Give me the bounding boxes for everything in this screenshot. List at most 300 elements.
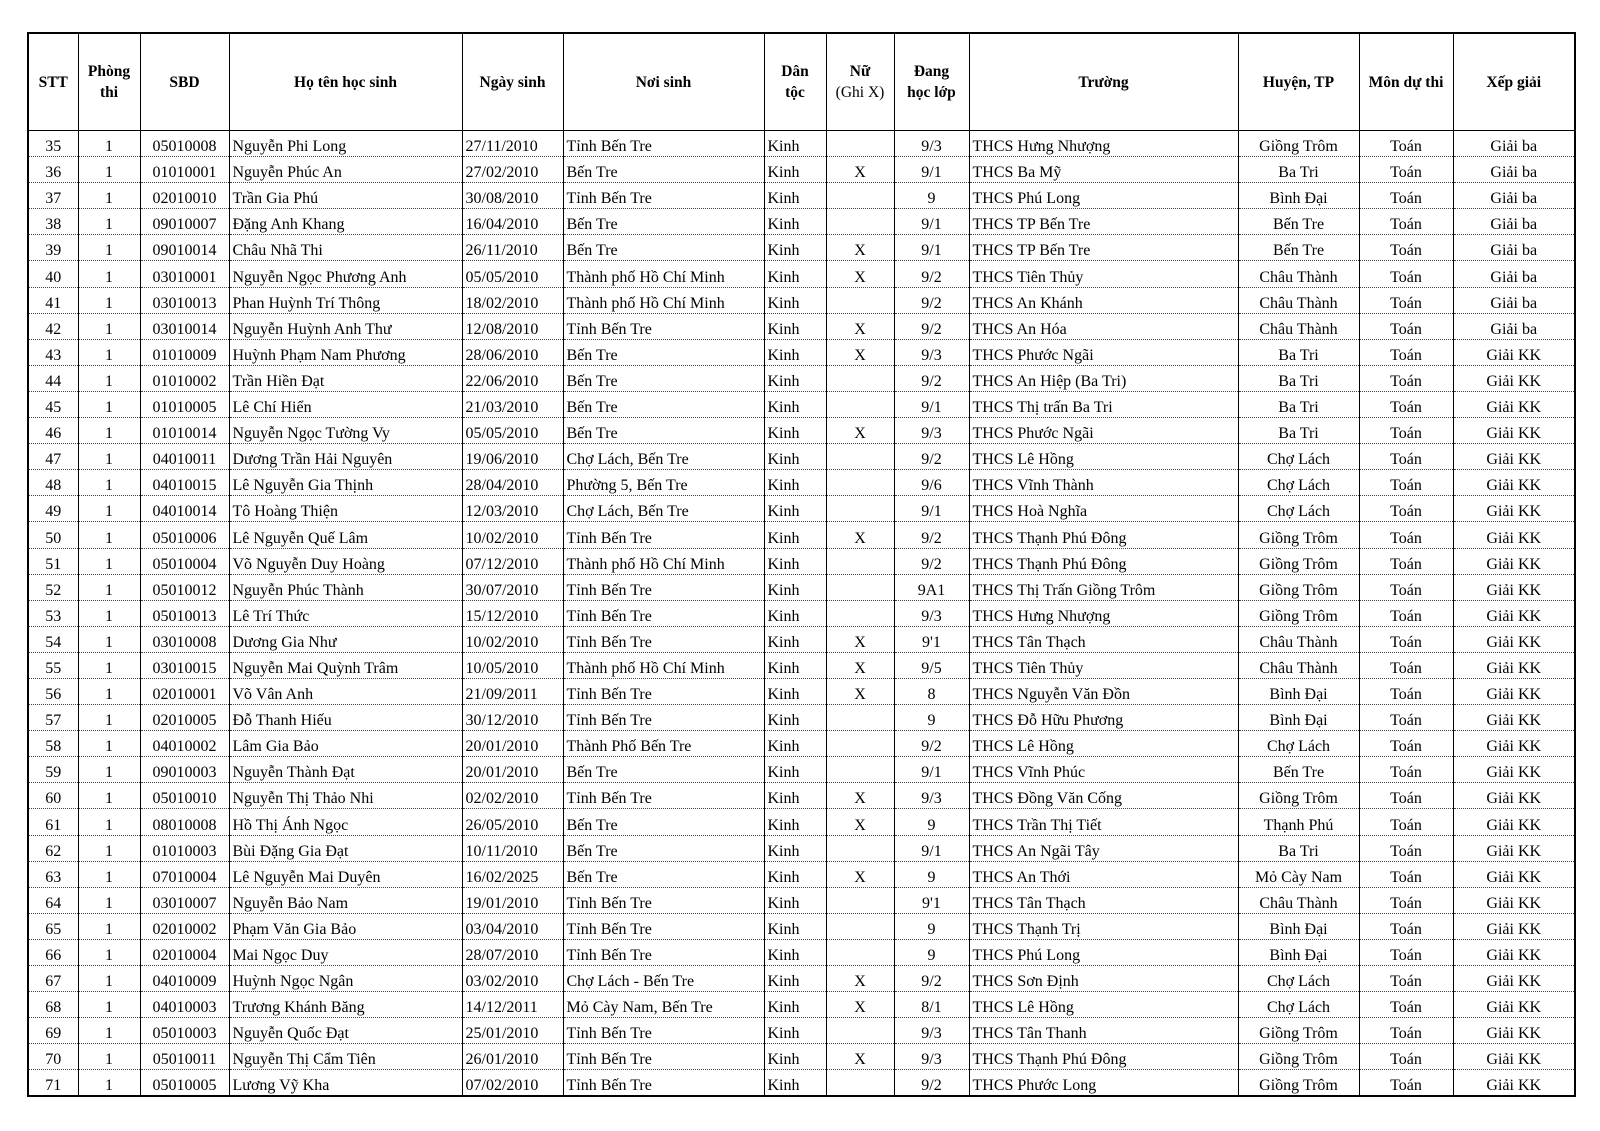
header-mon-du-thi (1359, 33, 1453, 131)
cell-xep-giai: Giải KK (1453, 809, 1575, 835)
cell-ngay-sinh: 16/02/2025 (462, 861, 563, 887)
cell-ho-ten: Đặng Anh Khang (229, 209, 462, 235)
header-label-line: Ngày sinh (479, 73, 546, 91)
cell-dan-toc: Kinh (764, 418, 826, 444)
cell-phong-thi: 1 (78, 757, 140, 783)
cell-ngay-sinh: 30/07/2010 (462, 574, 563, 600)
cell-phong-thi: 1 (78, 131, 140, 157)
cell-truong: THCS Vĩnh Phúc (969, 757, 1238, 783)
cell-dang-hoc-lop: 9/3 (894, 339, 969, 365)
header-phong-thi (78, 33, 140, 131)
cell-phong-thi: 1 (78, 365, 140, 391)
cell-dang-hoc-lop: 9 (894, 939, 969, 965)
cell-xep-giai: Giải KK (1453, 835, 1575, 861)
cell-dan-toc: Kinh (764, 313, 826, 339)
cell-mon-du-thi: Toán (1359, 652, 1453, 678)
cell-ho-ten: Nguyễn Phúc Thành (229, 574, 462, 600)
cell-noi-sinh: Phường 5, Bến Tre (563, 470, 764, 496)
cell-nu (826, 365, 894, 391)
cell-phong-thi: 1 (78, 470, 140, 496)
cell-xep-giai: Giải KK (1453, 1018, 1575, 1044)
cell-huyen-tp: Chợ Lách (1238, 470, 1359, 496)
cell-stt: 41 (28, 287, 78, 313)
cell-ho-ten: Trần Hiền Đạt (229, 365, 462, 391)
cell-ngay-sinh: 10/02/2010 (462, 522, 563, 548)
cell-sbd: 05010013 (140, 600, 229, 626)
cell-sbd: 04010009 (140, 966, 229, 992)
results-sheet (27, 32, 1574, 1097)
cell-xep-giai: Giải KK (1453, 861, 1575, 887)
cell-xep-giai: Giải KK (1453, 626, 1575, 652)
cell-ho-ten: Dương Gia Như (229, 626, 462, 652)
table-row (28, 522, 1575, 548)
cell-dan-toc: Kinh (764, 861, 826, 887)
cell-phong-thi: 1 (78, 313, 140, 339)
cell-sbd: 05010005 (140, 1070, 229, 1097)
cell-sbd: 05010010 (140, 783, 229, 809)
cell-truong: THCS Phước Ngãi (969, 418, 1238, 444)
header-ngay-sinh (462, 33, 563, 131)
cell-dang-hoc-lop: 9/1 (894, 496, 969, 522)
cell-xep-giai: Giải KK (1453, 913, 1575, 939)
cell-stt: 40 (28, 261, 78, 287)
cell-phong-thi: 1 (78, 1018, 140, 1044)
cell-ho-ten: Nguyễn Thị Thảo Nhi (229, 783, 462, 809)
cell-nu: X (826, 339, 894, 365)
cell-nu: X (826, 966, 894, 992)
cell-mon-du-thi: Toán (1359, 470, 1453, 496)
table-row (28, 157, 1575, 183)
cell-ho-ten: Nguyễn Quốc Đạt (229, 1018, 462, 1044)
cell-truong: THCS Phú Long (969, 183, 1238, 209)
cell-noi-sinh: Thành phố Hồ Chí Minh (563, 548, 764, 574)
cell-stt: 52 (28, 574, 78, 600)
cell-dang-hoc-lop: 8 (894, 678, 969, 704)
cell-dan-toc: Kinh (764, 1018, 826, 1044)
cell-stt: 66 (28, 939, 78, 965)
cell-sbd: 01010002 (140, 365, 229, 391)
cell-nu (826, 183, 894, 209)
cell-stt: 50 (28, 522, 78, 548)
cell-mon-du-thi: Toán (1359, 496, 1453, 522)
cell-huyen-tp: Bình Đại (1238, 913, 1359, 939)
table-row (28, 652, 1575, 678)
cell-mon-du-thi: Toán (1359, 131, 1453, 157)
cell-ngay-sinh: 02/02/2010 (462, 783, 563, 809)
cell-mon-du-thi: Toán (1359, 339, 1453, 365)
cell-sbd: 01010003 (140, 835, 229, 861)
header-label-line: Môn dự thi (1368, 73, 1444, 91)
cell-noi-sinh: Tỉnh Bến Tre (563, 705, 764, 731)
cell-noi-sinh: Tỉnh Bến Tre (563, 313, 764, 339)
header-huyen-tp (1238, 33, 1359, 131)
cell-xep-giai: Giải KK (1453, 444, 1575, 470)
cell-mon-du-thi: Toán (1359, 1018, 1453, 1044)
cell-dang-hoc-lop: 9/1 (894, 391, 969, 417)
cell-truong: THCS An Ngãi Tây (969, 835, 1238, 861)
header-label-line: Xếp giải (1486, 73, 1542, 91)
cell-truong: THCS Thạnh Phú Đông (969, 548, 1238, 574)
cell-phong-thi: 1 (78, 861, 140, 887)
cell-mon-du-thi: Toán (1359, 235, 1453, 261)
cell-phong-thi: 1 (78, 574, 140, 600)
cell-ngay-sinh: 12/08/2010 (462, 313, 563, 339)
header-row (28, 33, 1575, 131)
cell-phong-thi: 1 (78, 183, 140, 209)
table-row (28, 757, 1575, 783)
cell-truong: THCS Sơn Định (969, 966, 1238, 992)
cell-ho-ten: Nguyễn Thị Cẩm Tiên (229, 1044, 462, 1070)
cell-stt: 58 (28, 731, 78, 757)
cell-stt: 36 (28, 157, 78, 183)
cell-nu (826, 757, 894, 783)
cell-dang-hoc-lop: 8/1 (894, 992, 969, 1018)
results-table (27, 32, 1576, 1097)
cell-truong: THCS Hưng Nhượng (969, 131, 1238, 157)
cell-ho-ten: Lê Nguyễn Gia Thịnh (229, 470, 462, 496)
cell-ngay-sinh: 26/11/2010 (462, 235, 563, 261)
cell-nu (826, 391, 894, 417)
cell-xep-giai: Giải KK (1453, 678, 1575, 704)
cell-sbd: 02010005 (140, 705, 229, 731)
cell-nu (826, 887, 894, 913)
cell-ngay-sinh: 22/06/2010 (462, 365, 563, 391)
cell-ho-ten: Lê Trí Thức (229, 600, 462, 626)
cell-xep-giai: Giải KK (1453, 992, 1575, 1018)
cell-mon-du-thi: Toán (1359, 992, 1453, 1018)
cell-nu: X (826, 1044, 894, 1070)
table-row (28, 705, 1575, 731)
cell-truong: THCS Thị Trấn Giồng Trôm (969, 574, 1238, 600)
cell-ngay-sinh: 07/12/2010 (462, 548, 563, 574)
cell-ho-ten: Nguyễn Ngọc Phương Anh (229, 261, 462, 287)
cell-dan-toc: Kinh (764, 652, 826, 678)
cell-dan-toc: Kinh (764, 183, 826, 209)
cell-truong: THCS Tiên Thủy (969, 652, 1238, 678)
cell-sbd: 03010001 (140, 261, 229, 287)
cell-xep-giai: Giải ba (1453, 209, 1575, 235)
header-label-line: Dân (781, 63, 809, 80)
cell-sbd: 02010010 (140, 183, 229, 209)
cell-ngay-sinh: 20/01/2010 (462, 731, 563, 757)
table-row (28, 470, 1575, 496)
cell-stt: 42 (28, 313, 78, 339)
cell-noi-sinh: Tỉnh Bến Tre (563, 887, 764, 913)
cell-dan-toc: Kinh (764, 470, 826, 496)
cell-sbd: 05010004 (140, 548, 229, 574)
cell-xep-giai: Giải ba (1453, 131, 1575, 157)
cell-dang-hoc-lop: 9 (894, 809, 969, 835)
cell-truong: THCS Tân Thạch (969, 626, 1238, 652)
cell-sbd: 07010004 (140, 861, 229, 887)
cell-xep-giai: Giải ba (1453, 313, 1575, 339)
cell-dang-hoc-lop: 9 (894, 183, 969, 209)
header-label-line: STT (38, 73, 68, 91)
header-xep-giai (1453, 33, 1575, 131)
cell-ho-ten: Dương Trần Hải Nguyên (229, 444, 462, 470)
cell-stt: 53 (28, 600, 78, 626)
cell-huyen-tp: Bến Tre (1238, 235, 1359, 261)
cell-huyen-tp: Mỏ Cày Nam (1238, 861, 1359, 887)
cell-dang-hoc-lop: 9/2 (894, 731, 969, 757)
header-sbd (140, 33, 229, 131)
cell-ngay-sinh: 10/11/2010 (462, 835, 563, 861)
cell-ngay-sinh: 16/04/2010 (462, 209, 563, 235)
cell-truong: THCS Tân Thạch (969, 887, 1238, 913)
cell-stt: 68 (28, 992, 78, 1018)
cell-dan-toc: Kinh (764, 835, 826, 861)
cell-noi-sinh: Bến Tre (563, 861, 764, 887)
cell-dang-hoc-lop: 9/1 (894, 157, 969, 183)
cell-nu: X (826, 261, 894, 287)
cell-huyen-tp: Châu Thành (1238, 287, 1359, 313)
cell-huyen-tp: Thạnh Phú (1238, 809, 1359, 835)
cell-stt: 55 (28, 652, 78, 678)
cell-sbd: 01010001 (140, 157, 229, 183)
cell-truong: THCS Trần Thị Tiết (969, 809, 1238, 835)
cell-truong: THCS Đồng Văn Cống (969, 783, 1238, 809)
cell-ngay-sinh: 25/01/2010 (462, 1018, 563, 1044)
cell-stt: 70 (28, 1044, 78, 1070)
cell-mon-du-thi: Toán (1359, 939, 1453, 965)
cell-phong-thi: 1 (78, 209, 140, 235)
cell-ngay-sinh: 03/04/2010 (462, 913, 563, 939)
cell-xep-giai: Giải ba (1453, 235, 1575, 261)
cell-phong-thi: 1 (78, 522, 140, 548)
cell-mon-du-thi: Toán (1359, 913, 1453, 939)
cell-sbd: 04010002 (140, 731, 229, 757)
cell-huyen-tp: Giồng Trôm (1238, 548, 1359, 574)
cell-dang-hoc-lop: 9/3 (894, 1018, 969, 1044)
table-row (28, 235, 1575, 261)
cell-huyen-tp: Ba Tri (1238, 418, 1359, 444)
cell-mon-du-thi: Toán (1359, 365, 1453, 391)
cell-phong-thi: 1 (78, 444, 140, 470)
cell-sbd: 04010003 (140, 992, 229, 1018)
cell-huyen-tp: Bến Tre (1238, 209, 1359, 235)
cell-dan-toc: Kinh (764, 496, 826, 522)
cell-mon-du-thi: Toán (1359, 444, 1453, 470)
cell-noi-sinh: Bến Tre (563, 418, 764, 444)
cell-sbd: 09010003 (140, 757, 229, 783)
header-ho-ten (229, 33, 462, 131)
cell-dang-hoc-lop: 9/1 (894, 757, 969, 783)
cell-noi-sinh: Thành phố Hồ Chí Minh (563, 261, 764, 287)
cell-huyen-tp: Ba Tri (1238, 835, 1359, 861)
cell-ngay-sinh: 03/02/2010 (462, 966, 563, 992)
cell-ngay-sinh: 10/02/2010 (462, 626, 563, 652)
cell-stt: 44 (28, 365, 78, 391)
cell-nu: X (826, 522, 894, 548)
cell-dan-toc: Kinh (764, 731, 826, 757)
cell-ho-ten: Lê Chí Hiển (229, 391, 462, 417)
cell-ho-ten: Võ Nguyễn Duy Hoàng (229, 548, 462, 574)
cell-mon-du-thi: Toán (1359, 548, 1453, 574)
cell-mon-du-thi: Toán (1359, 574, 1453, 600)
cell-ngay-sinh: 15/12/2010 (462, 600, 563, 626)
cell-truong: THCS Thạnh Phú Đông (969, 1044, 1238, 1070)
cell-stt: 43 (28, 339, 78, 365)
cell-phong-thi: 1 (78, 339, 140, 365)
cell-dan-toc: Kinh (764, 574, 826, 600)
cell-phong-thi: 1 (78, 887, 140, 913)
cell-ngay-sinh: 20/01/2010 (462, 757, 563, 783)
cell-nu (826, 444, 894, 470)
cell-stt: 57 (28, 705, 78, 731)
cell-mon-du-thi: Toán (1359, 1044, 1453, 1070)
cell-stt: 62 (28, 835, 78, 861)
cell-phong-thi: 1 (78, 1070, 140, 1097)
cell-dan-toc: Kinh (764, 1070, 826, 1097)
cell-huyen-tp: Chợ Lách (1238, 496, 1359, 522)
cell-dan-toc: Kinh (764, 626, 826, 652)
cell-truong: THCS Lê Hồng (969, 992, 1238, 1018)
cell-truong: THCS Tân Thanh (969, 1018, 1238, 1044)
cell-ngay-sinh: 05/05/2010 (462, 418, 563, 444)
cell-noi-sinh: Chợ Lách - Bến Tre (563, 966, 764, 992)
cell-truong: THCS An Hóa (969, 313, 1238, 339)
cell-ngay-sinh: 27/11/2010 (462, 131, 563, 157)
cell-sbd: 05010008 (140, 131, 229, 157)
table-row (28, 783, 1575, 809)
cell-dan-toc: Kinh (764, 705, 826, 731)
cell-noi-sinh: Thành phố Hồ Chí Minh (563, 652, 764, 678)
cell-noi-sinh: Tỉnh Bến Tre (563, 574, 764, 600)
cell-sbd: 02010002 (140, 913, 229, 939)
cell-noi-sinh: Tỉnh Bến Tre (563, 1070, 764, 1097)
header-label-line: Trường (1078, 73, 1129, 91)
table-row (28, 626, 1575, 652)
cell-nu (826, 1070, 894, 1097)
cell-mon-du-thi: Toán (1359, 313, 1453, 339)
cell-nu (826, 548, 894, 574)
cell-noi-sinh: Thành Phố Bến Tre (563, 731, 764, 757)
cell-ho-ten: Huỳnh Ngọc Ngân (229, 966, 462, 992)
cell-huyen-tp: Giồng Trôm (1238, 1070, 1359, 1097)
cell-ho-ten: Lâm Gia Bảo (229, 731, 462, 757)
cell-mon-du-thi: Toán (1359, 887, 1453, 913)
cell-nu (826, 496, 894, 522)
table-row (28, 391, 1575, 417)
cell-sbd: 01010009 (140, 339, 229, 365)
cell-ngay-sinh: 28/07/2010 (462, 939, 563, 965)
cell-phong-thi: 1 (78, 235, 140, 261)
cell-nu (826, 470, 894, 496)
header-truong (969, 33, 1238, 131)
cell-dang-hoc-lop: 9 (894, 913, 969, 939)
cell-ho-ten: Nguyễn Mai Quỳnh Trâm (229, 652, 462, 678)
cell-mon-du-thi: Toán (1359, 183, 1453, 209)
cell-dan-toc: Kinh (764, 600, 826, 626)
cell-sbd: 04010015 (140, 470, 229, 496)
cell-dan-toc: Kinh (764, 992, 826, 1018)
cell-noi-sinh: Tỉnh Bến Tre (563, 678, 764, 704)
cell-dan-toc: Kinh (764, 1044, 826, 1070)
cell-noi-sinh: Tỉnh Bến Tre (563, 600, 764, 626)
cell-nu: X (826, 313, 894, 339)
cell-dan-toc: Kinh (764, 209, 826, 235)
cell-huyen-tp: Ba Tri (1238, 157, 1359, 183)
cell-mon-du-thi: Toán (1359, 157, 1453, 183)
cell-dan-toc: Kinh (764, 548, 826, 574)
cell-sbd: 05010011 (140, 1044, 229, 1070)
cell-dang-hoc-lop: 9/5 (894, 652, 969, 678)
cell-mon-du-thi: Toán (1359, 1070, 1453, 1097)
cell-dang-hoc-lop: 9/2 (894, 548, 969, 574)
cell-dang-hoc-lop: 9/1 (894, 209, 969, 235)
cell-xep-giai: Giải KK (1453, 522, 1575, 548)
cell-sbd: 02010004 (140, 939, 229, 965)
table-row (28, 913, 1575, 939)
cell-nu: X (826, 652, 894, 678)
cell-ngay-sinh: 14/12/2011 (462, 992, 563, 1018)
cell-stt: 56 (28, 678, 78, 704)
cell-ho-ten: Lê Nguyễn Mai Duyên (229, 861, 462, 887)
cell-stt: 38 (28, 209, 78, 235)
cell-phong-thi: 1 (78, 809, 140, 835)
table-row (28, 1018, 1575, 1044)
cell-dan-toc: Kinh (764, 339, 826, 365)
cell-huyen-tp: Bến Tre (1238, 757, 1359, 783)
cell-truong: THCS Phú Long (969, 939, 1238, 965)
cell-ho-ten: Tô Hoàng Thiện (229, 496, 462, 522)
table-row (28, 678, 1575, 704)
table-row (28, 1044, 1575, 1070)
cell-stt: 49 (28, 496, 78, 522)
cell-ngay-sinh: 05/05/2010 (462, 261, 563, 287)
cell-mon-du-thi: Toán (1359, 757, 1453, 783)
cell-mon-du-thi: Toán (1359, 835, 1453, 861)
header-label-line: Họ tên học sinh (294, 73, 397, 91)
cell-nu (826, 287, 894, 313)
header-dang-hoc-lop (894, 33, 969, 131)
cell-sbd: 03010007 (140, 887, 229, 913)
cell-huyen-tp: Chợ Lách (1238, 966, 1359, 992)
cell-noi-sinh: Tỉnh Bến Tre (563, 131, 764, 157)
cell-stt: 37 (28, 183, 78, 209)
cell-dang-hoc-lop: 9/3 (894, 600, 969, 626)
cell-ho-ten: Nguyễn Huỳnh Anh Thư (229, 313, 462, 339)
cell-stt: 65 (28, 913, 78, 939)
cell-dan-toc: Kinh (764, 757, 826, 783)
cell-mon-du-thi: Toán (1359, 391, 1453, 417)
cell-nu (826, 209, 894, 235)
cell-xep-giai: Giải KK (1453, 939, 1575, 965)
cell-dang-hoc-lop: 9/1 (894, 835, 969, 861)
cell-noi-sinh: Thành phố Hồ Chí Minh (563, 287, 764, 313)
cell-nu (826, 939, 894, 965)
cell-sbd: 09010007 (140, 209, 229, 235)
cell-ho-ten: Huỳnh Phạm Nam Phương (229, 339, 462, 365)
cell-phong-thi: 1 (78, 678, 140, 704)
cell-ngay-sinh: 07/02/2010 (462, 1070, 563, 1097)
cell-truong: THCS Phước Long (969, 1070, 1238, 1097)
cell-ho-ten: Nguyễn Bảo Nam (229, 887, 462, 913)
cell-nu: X (826, 235, 894, 261)
table-row (28, 600, 1575, 626)
cell-sbd: 03010014 (140, 313, 229, 339)
cell-ngay-sinh: 28/04/2010 (462, 470, 563, 496)
table-row (28, 313, 1575, 339)
cell-huyen-tp: Giồng Trôm (1238, 574, 1359, 600)
cell-xep-giai: Giải KK (1453, 391, 1575, 417)
cell-stt: 46 (28, 418, 78, 444)
cell-stt: 63 (28, 861, 78, 887)
cell-huyen-tp: Giồng Trôm (1238, 600, 1359, 626)
cell-xep-giai: Giải KK (1453, 496, 1575, 522)
cell-dan-toc: Kinh (764, 678, 826, 704)
cell-noi-sinh: Tỉnh Bến Tre (563, 183, 764, 209)
